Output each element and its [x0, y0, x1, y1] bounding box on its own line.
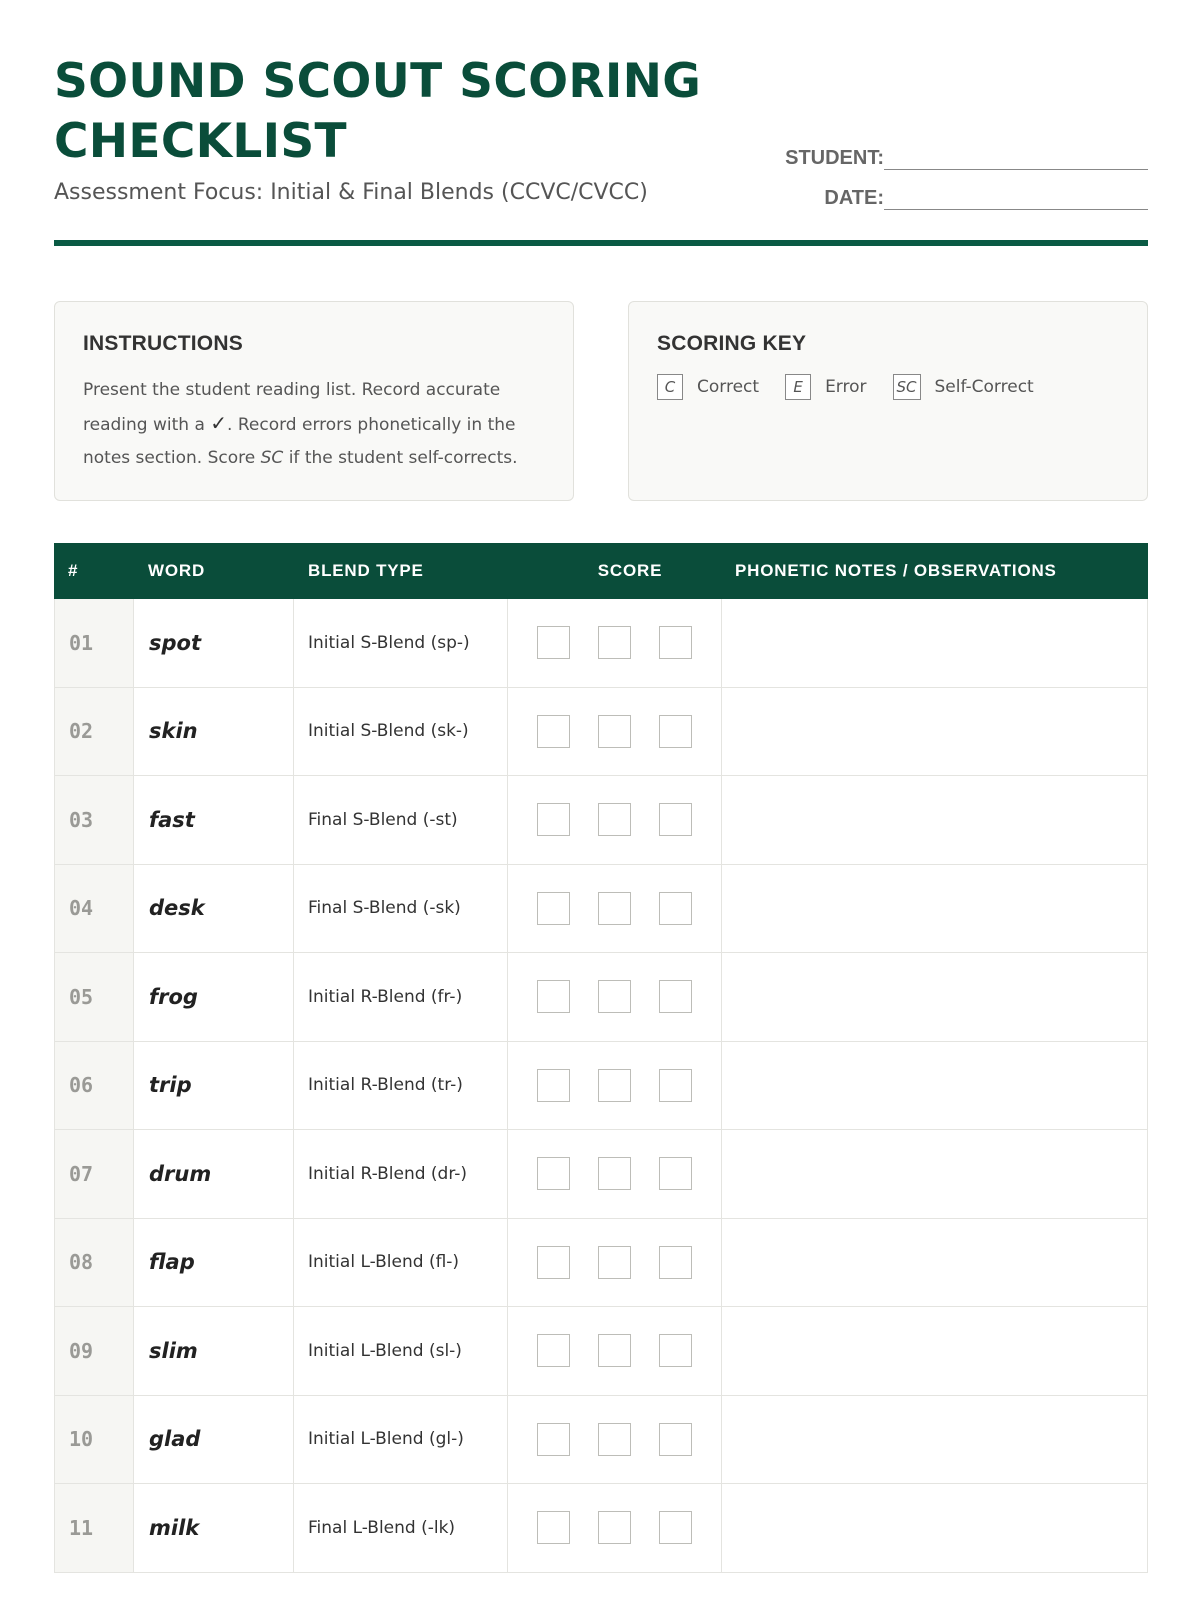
header-notes: PHONETIC NOTES / OBSERVATIONS: [735, 561, 1057, 580]
score-checkbox-error[interactable]: [598, 1423, 631, 1456]
table-row: [54, 688, 1148, 777]
score-checkbox-error[interactable]: [598, 892, 631, 925]
row-notes-field[interactable]: [722, 1130, 1148, 1218]
row-notes-field[interactable]: [722, 1396, 1148, 1484]
score-checkbox-error[interactable]: [598, 1334, 631, 1367]
score-checkbox-error[interactable]: [598, 1157, 631, 1190]
row-word: trip: [134, 1042, 294, 1130]
score-checkbox-error[interactable]: [598, 1246, 631, 1279]
check-mark-icon: ✓: [210, 411, 228, 435]
row-notes-field[interactable]: [722, 1219, 1148, 1307]
row-score-boxes: [508, 1042, 722, 1130]
row-blend-type: Initial R-Blend (tr-): [294, 1042, 508, 1130]
scoring-key-heading: SCORING KEY: [657, 332, 807, 355]
scoring-key-items: [657, 374, 1119, 400]
score-checkbox-error[interactable]: [598, 803, 631, 836]
row-notes-field[interactable]: [722, 1042, 1148, 1130]
header-number: #: [68, 561, 79, 580]
row-score-boxes: [508, 776, 722, 864]
row-number: 09: [54, 1307, 134, 1395]
date-label: DATE:: [824, 187, 884, 209]
student-line[interactable]: [884, 169, 1148, 170]
row-word: drum: [134, 1130, 294, 1218]
row-blend-type: Initial R-Blend (fr-): [294, 953, 508, 1041]
instructions-heading: INSTRUCTIONS: [83, 332, 243, 355]
row-score-boxes: [508, 599, 722, 687]
key-item-error: [785, 374, 866, 400]
student-field[interactable]: [774, 140, 1148, 170]
row-number: 07: [54, 1130, 134, 1218]
key-item-correct: [657, 374, 759, 400]
row-notes-field[interactable]: [722, 953, 1148, 1041]
row-number: 03: [54, 776, 134, 864]
score-checkbox-self-correct[interactable]: [659, 1069, 692, 1102]
score-checkbox-correct[interactable]: [537, 892, 570, 925]
key-code-self-correct: SC: [893, 374, 921, 400]
score-checkbox-correct[interactable]: [537, 626, 570, 659]
instructions-text: [83, 374, 545, 475]
row-blend-type: Initial L-Blend (gl-): [294, 1396, 508, 1484]
row-notes-field[interactable]: [722, 776, 1148, 864]
score-checkbox-self-correct[interactable]: [659, 803, 692, 836]
score-checkbox-correct[interactable]: [537, 1157, 570, 1190]
key-label-self-correct: Self-Correct: [934, 377, 1034, 397]
score-checkbox-self-correct[interactable]: [659, 1423, 692, 1456]
scoring-table: [54, 543, 1148, 1573]
row-word: flap: [134, 1219, 294, 1307]
score-checkbox-self-correct[interactable]: [659, 1246, 692, 1279]
row-word: glad: [134, 1396, 294, 1484]
table-row: [54, 1042, 1148, 1131]
score-checkbox-correct[interactable]: [537, 803, 570, 836]
row-word: fast: [134, 776, 294, 864]
table-body: [54, 599, 1148, 1573]
row-notes-field[interactable]: [722, 599, 1148, 687]
key-item-self-correct: [893, 374, 1034, 400]
row-word: slim: [134, 1307, 294, 1395]
row-score-boxes: [508, 1307, 722, 1395]
header-word: WORD: [148, 561, 206, 580]
row-score-boxes: [508, 1219, 722, 1307]
score-checkbox-correct[interactable]: [537, 715, 570, 748]
header-score: SCORE: [597, 561, 663, 580]
date-field[interactable]: [774, 180, 1148, 210]
row-number: 02: [54, 688, 134, 776]
date-line[interactable]: [884, 209, 1148, 210]
score-checkbox-correct[interactable]: [537, 980, 570, 1013]
checklist-page: [54, 0, 1148, 1600]
key-label-correct: Correct: [697, 377, 760, 397]
score-checkbox-correct[interactable]: [537, 1511, 570, 1544]
score-checkbox-self-correct[interactable]: [659, 892, 692, 925]
row-score-boxes: [508, 1484, 722, 1572]
score-checkbox-self-correct[interactable]: [659, 980, 692, 1013]
table-row: [54, 953, 1148, 1042]
row-blend-type: Final S-Blend (-st): [294, 776, 508, 864]
score-checkbox-error[interactable]: [598, 626, 631, 659]
row-word: milk: [134, 1484, 294, 1572]
row-blend-type: Initial S-Blend (sp-): [294, 599, 508, 687]
score-checkbox-error[interactable]: [598, 715, 631, 748]
row-number: 08: [54, 1219, 134, 1307]
score-checkbox-correct[interactable]: [537, 1069, 570, 1102]
key-label-error: Error: [825, 377, 867, 397]
row-score-boxes: [508, 865, 722, 953]
key-code-correct: C: [657, 374, 683, 400]
row-word: desk: [134, 865, 294, 953]
table-header: [54, 543, 1148, 599]
instructions-panel: [54, 301, 574, 501]
table-row: [54, 1484, 1148, 1573]
score-checkbox-error[interactable]: [598, 1069, 631, 1102]
table-row: [54, 1307, 1148, 1396]
student-label: STUDENT:: [785, 147, 884, 169]
row-word: spot: [134, 599, 294, 687]
row-blend-type: Final L-Blend (-lk): [294, 1484, 508, 1572]
table-row: [54, 776, 1148, 865]
row-blend-type: Initial S-Blend (sk-): [294, 688, 508, 776]
instructions-text-part-3: if the student self-corrects.: [288, 448, 518, 468]
row-notes-field[interactable]: [722, 1307, 1148, 1395]
row-number: 01: [54, 599, 134, 687]
table-row: [54, 1130, 1148, 1219]
score-checkbox-error[interactable]: [598, 980, 631, 1013]
row-blend-type: Initial L-Blend (fl-): [294, 1219, 508, 1307]
row-blend-type: Final S-Blend (-sk): [294, 865, 508, 953]
score-checkbox-error[interactable]: [598, 1511, 631, 1544]
score-checkbox-self-correct[interactable]: [659, 1157, 692, 1190]
row-number: 04: [54, 865, 134, 953]
table-row: [54, 1396, 1148, 1485]
row-word: frog: [134, 953, 294, 1041]
row-number: 10: [54, 1396, 134, 1484]
row-notes-field[interactable]: [722, 1484, 1148, 1572]
key-code-error: E: [785, 374, 811, 400]
row-score-boxes: [508, 1396, 722, 1484]
row-notes-field[interactable]: [722, 688, 1148, 776]
header-divider: [54, 240, 1148, 246]
score-checkbox-self-correct[interactable]: [659, 1511, 692, 1544]
scoring-key-panel: [628, 301, 1148, 501]
row-blend-type: Initial L-Blend (sl-): [294, 1307, 508, 1395]
row-score-boxes: [508, 688, 722, 776]
row-score-boxes: [508, 1130, 722, 1218]
page-title: SOUND SCOUT SCORING CHECKLIST: [54, 54, 702, 169]
score-checkbox-self-correct[interactable]: [659, 1334, 692, 1367]
row-score-boxes: [508, 953, 722, 1041]
score-checkbox-correct[interactable]: [537, 1423, 570, 1456]
header-blend-type: BLEND TYPE: [308, 561, 424, 580]
row-number: 05: [54, 953, 134, 1041]
page-subtitle: Assessment Focus: Initial & Final Blends (CCVC/CVCC): [54, 180, 648, 205]
row-number: 11: [54, 1484, 134, 1572]
row-word: skin: [134, 688, 294, 776]
table-row: [54, 1219, 1148, 1308]
table-row: [54, 599, 1148, 688]
score-checkbox-correct[interactable]: [537, 1246, 570, 1279]
score-checkbox-self-correct[interactable]: [659, 626, 692, 659]
instructions-text-part-2: . Record errors phonetically in the notes section. Score: [83, 415, 516, 468]
table-row: [54, 865, 1148, 954]
score-checkbox-self-correct[interactable]: [659, 715, 692, 748]
row-blend-type: Initial R-Blend (dr-): [294, 1130, 508, 1218]
row-number: 06: [54, 1042, 134, 1130]
sc-mark: SC: [260, 448, 284, 468]
row-notes-field[interactable]: [722, 865, 1148, 953]
instructions-text-part-1: Present the student reading list. Record accurate reading with a: [83, 380, 501, 435]
score-checkbox-correct[interactable]: [537, 1334, 570, 1367]
